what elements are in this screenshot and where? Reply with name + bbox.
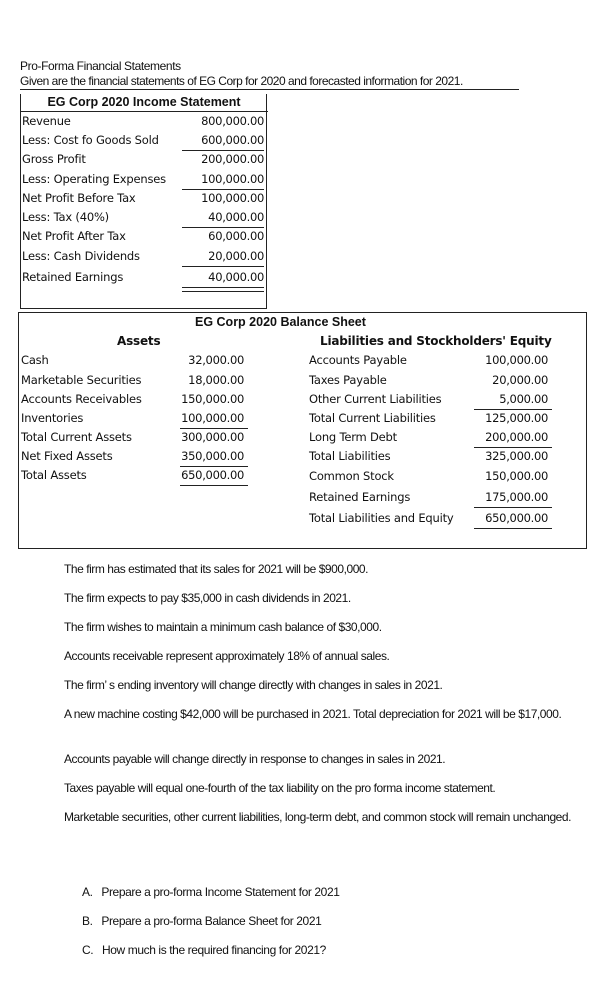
income-subtotal-rule xyxy=(182,227,264,228)
asset-label: Accounts Receivables xyxy=(21,392,142,406)
liabilities-total-rule xyxy=(474,528,552,529)
income-row-value: 100,000.00 xyxy=(201,172,264,186)
income-row-net-profit-before-tax xyxy=(22,191,264,210)
info-new-machine: A new machine costing $42,000 will be purchased in 2021. Total depreciation for 2021 will be $17,000. xyxy=(64,707,562,721)
liability-label: Accounts Payable xyxy=(309,353,407,367)
asset-value: 100,000.00 xyxy=(181,411,244,425)
asset-value: 350,000.00 xyxy=(181,449,244,463)
income-subtotal-rule xyxy=(182,189,264,190)
liability-value: 20,000.00 xyxy=(492,373,548,387)
info-minimum-cash: The firm wishes to maintain a minimum cash balance of $30,000. xyxy=(64,620,382,634)
income-row-net-profit-after-tax xyxy=(22,229,264,248)
liability-value: 125,000.00 xyxy=(485,411,548,425)
subtitle-underline xyxy=(20,89,519,90)
liability-value: 150,000.00 xyxy=(485,469,548,483)
info-accounts-payable: Accounts payable will change directly in response to changes in sales in 2021. xyxy=(64,752,446,766)
asset-label: Cash xyxy=(21,353,49,367)
asset-value: 18,000.00 xyxy=(188,373,244,387)
question-c xyxy=(82,943,326,957)
liability-value: 175,000.00 xyxy=(485,490,548,504)
question-marker: C. xyxy=(82,943,94,957)
liabilities-subtotal-rule xyxy=(474,447,552,448)
income-row-label: Net Profit Before Tax xyxy=(22,191,136,205)
income-row-label: Less: Cash Dividends xyxy=(22,249,140,263)
income-row-revenue xyxy=(22,114,264,133)
income-row-value: 600,000.00 xyxy=(201,133,264,147)
liabilities-subtotal-rule xyxy=(474,507,552,508)
asset-value: 32,000.00 xyxy=(188,353,244,367)
income-row-label: Revenue xyxy=(22,114,71,128)
liability-label: Taxes Payable xyxy=(309,373,387,387)
income-row-value: 60,000.00 xyxy=(208,229,264,243)
question-marker: A. xyxy=(82,885,93,899)
income-row-value: 20,000.00 xyxy=(208,249,264,263)
assets-total-rule xyxy=(180,485,248,486)
asset-value: 650,000.00 xyxy=(181,468,244,482)
income-row-value: 40,000.00 xyxy=(208,270,264,284)
income-row-label: Gross Profit xyxy=(22,152,86,166)
info-inventory: The firm’ s ending inventory will change directly with changes in sales in 2021. xyxy=(64,678,443,692)
liability-label: Total Liabilities and Equity xyxy=(309,511,454,525)
info-accounts-receivable: Accounts receivable represent approximately 18% of annual sales. xyxy=(64,649,390,663)
income-row-label: Less: Operating Expenses xyxy=(22,172,166,186)
liability-value: 325,000.00 xyxy=(485,449,548,463)
question-text: Prepare a pro-forma Income Statement for 2021 xyxy=(101,885,340,899)
income-total-double-rule xyxy=(182,287,264,292)
liability-label: Common Stock xyxy=(309,469,394,483)
liability-value: 650,000.00 xyxy=(485,511,548,525)
asset-label: Inventories xyxy=(21,411,84,425)
liability-value: 5,000.00 xyxy=(499,392,548,406)
question-b xyxy=(82,914,321,928)
income-statement-title: EG Corp 2020 Income Statement xyxy=(47,95,241,109)
balance-sheet-title: EG Corp 2020 Balance Sheet xyxy=(195,315,366,329)
question-a xyxy=(82,885,340,899)
info-cash-dividends: The firm expects to pay $35,000 in cash dividends in 2021. xyxy=(64,591,351,605)
info-sales-estimate: The firm has estimated that its sales for 2021 will be $900,000. xyxy=(64,562,369,576)
asset-label: Net Fixed Assets xyxy=(21,449,113,463)
income-row-gross-profit xyxy=(22,152,264,171)
question-marker: B. xyxy=(82,914,93,928)
income-subtotal-rule xyxy=(182,266,264,267)
income-row-value: 800,000.00 xyxy=(201,114,264,128)
income-row-value: 100,000.00 xyxy=(201,191,264,205)
liability-label: Total Liabilities xyxy=(309,449,391,463)
question-text: Prepare a pro-forma Balance Sheet for 2021 xyxy=(101,914,322,928)
liability-value: 200,000.00 xyxy=(485,430,548,444)
income-row-label: Retained Earnings xyxy=(22,270,124,284)
assets-subtotal-rule xyxy=(180,466,248,467)
asset-value: 300,000.00 xyxy=(181,430,244,444)
document-subtitle: Given are the financial statements of EG Corp for 2020 and forecasted information for 2021. xyxy=(20,74,463,88)
assets-subtotal-rule xyxy=(180,428,248,429)
liability-value: 100,000.00 xyxy=(485,353,548,367)
info-taxes-payable: Taxes payable will equal one-fourth of the tax liability on the pro forma income statement. xyxy=(64,781,496,795)
asset-label: Marketable Securities xyxy=(21,373,142,387)
liabilities-header: Liabilities and Stockholders' Equity xyxy=(320,334,552,348)
income-row-label: Less: Tax (40%) xyxy=(22,210,109,224)
income-row-label: Net Profit After Tax xyxy=(22,229,126,243)
income-row-value: 200,000.00 xyxy=(201,152,264,166)
document-title: Pro-Forma Financial Statements xyxy=(20,59,181,73)
question-text: How much is the required financing for 2021? xyxy=(102,943,326,957)
liability-label: Total Current Liabilities xyxy=(309,411,436,425)
asset-label: Total Current Assets xyxy=(21,430,132,444)
liability-label: Other Current Liabilities xyxy=(309,392,442,406)
info-unchanged-items: Marketable securities, other current liabilities, long-term debt, and common stock will remain unchanged. xyxy=(64,810,572,824)
asset-value: 150,000.00 xyxy=(181,392,244,406)
liability-label: Retained Earnings xyxy=(309,490,411,504)
liabilities-subtotal-rule xyxy=(474,409,552,410)
income-row-value: 40,000.00 xyxy=(208,210,264,224)
income-row-label: Less: Cost fo Goods Sold xyxy=(22,133,159,147)
income-statement-title-rule xyxy=(20,111,268,112)
income-subtotal-rule xyxy=(182,150,264,151)
liability-label: Long Term Debt xyxy=(309,430,397,444)
assets-header: Assets xyxy=(117,334,161,348)
asset-label: Total Assets xyxy=(21,468,87,482)
